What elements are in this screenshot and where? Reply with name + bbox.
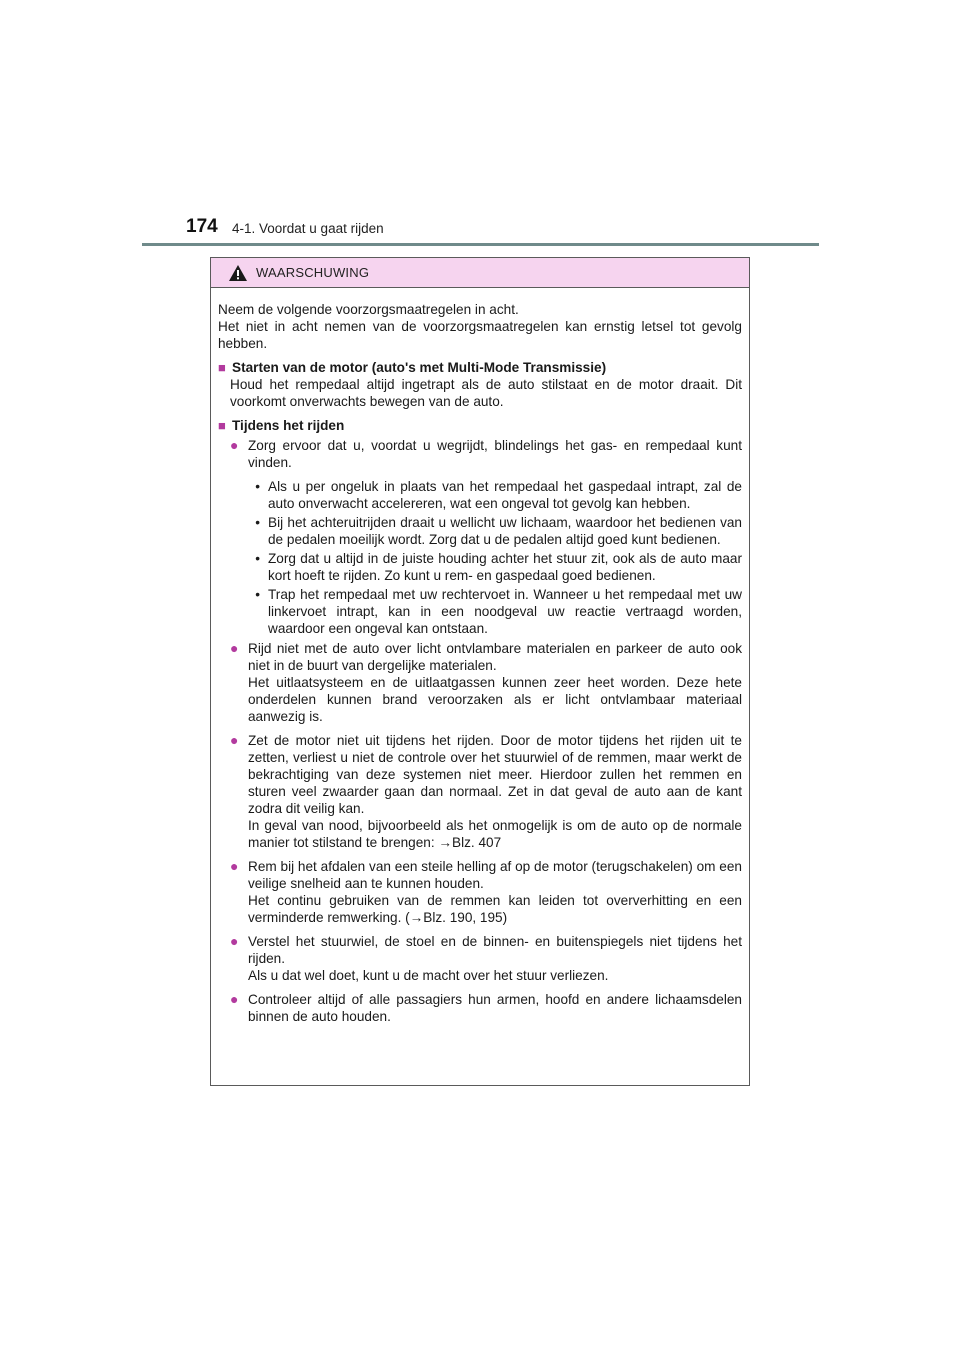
sub-list-item: • Bij het achteruitrijden draait u wellicht uw lichaam, waardoor het bedienen van de pedalen moeilijk wordt. Zorg dat u de pedalen altijd goed kunt bedienen. — [255, 515, 742, 547]
section-heading-start: ■ Starten van de motor (auto's met Multi-Mode Transmissie) — [218, 360, 607, 375]
section-text-start: Houd het rempedaal altijd ingetrapt als de auto stilstaat en de motor draait. Dit voorkomt onverwachts bewegen van de auto. — [230, 377, 742, 409]
list-item: ● Rijd niet met de auto over licht ontvlambare materialen en parkeer de auto ook niet in de buurt van dergelijke materialen. Het uitlaatsysteem en de uitlaatgassen kunnen zeer heet worden. Deze hete onderdelen kunnen brand veroorzaken als er licht ontvlambaar materiaal aanwezig is. — [218, 640, 742, 725]
round-bullet-icon: ● — [230, 933, 239, 949]
bullet-text: Zorg ervoor dat u, voordat u wegrijdt, blindelings het gas- en rempedaal kunt vinden. — [248, 438, 742, 470]
list-item: ● Rem bij het afdalen van een steile helling af op de motor (terugschakelen) om een veilige snelheid aan te kunnen houden. Het continu gebruiken van de remmen kan leiden tot oververhitting en een verminderde remwerking. (→Blz. 190, 195) — [218, 858, 742, 926]
sub-list-item: • Zorg dat u altijd in de juiste houding achter het stuur zit, ook als de auto maar kort hoeft te rijden. Zo kunt u rem- en gaspedaal goed bedienen. — [255, 551, 742, 583]
section-title: 4-1. Voordat u gaat rijden — [232, 221, 384, 236]
round-bullet-icon: ● — [230, 640, 239, 656]
sub-list — [226, 478, 742, 637]
round-bullet-icon: ● — [230, 732, 239, 748]
header-rule — [142, 243, 819, 246]
sub-list-item: • Als u per ongeluk in plaats van het rempedaal het gaspedaal intrapt, zal de auto onverwacht accelereren, wat een ongeval tot gevolg kan hebben. — [255, 479, 742, 511]
square-bullet-icon: ■ — [218, 418, 226, 433]
section-heading-driving: ■ Tijdens het rijden — [218, 418, 345, 433]
warning-body — [211, 288, 749, 1025]
square-bullet-icon: ■ — [218, 360, 226, 375]
list-item: ● Controleer altijd of alle passagiers hun armen, hoofd en andere lichaamsdelen binnen de auto houden. — [218, 991, 742, 1025]
intro-line-1: Neem de volgende voorzorgsmaatregelen in acht. — [218, 302, 519, 317]
list-item: ● Zet de motor niet uit tijdens het rijden. Door de motor tijdens het rijden uit te zetten, verliest u niet de controle over het stuurwiel of de remmen, maar werkt de bekrachtiging van deze systemen niet meer. Hierdoor zullen het remmen en sturen veel zwaarder gaan dan normaal. Zet in dat geval de auto aan de kant zodra dit veilig kan. In geval van nood, bijvoorbeeld als het onmogelijk is om de auto op de normale manier tot stilstand te brengen: →Blz. 407 — [218, 732, 742, 851]
sub-list-item: • Trap het rempedaal met uw rechtervoet in. Wanneer u het rempedaal met uw linkervoet intrapt, kan in een noodgeval uw reactie vertraagd worden, waardoor een ongeval kan ontstaan. — [255, 587, 742, 636]
round-bullet-icon: ● — [230, 437, 239, 453]
page-header — [186, 216, 826, 246]
round-bullet-icon: ● — [230, 991, 239, 1007]
list-item — [218, 437, 742, 639]
intro-line-2: Het niet in acht nemen van de voorzorgsmaatregelen kan ernstig letsel tot gevolg hebben. — [218, 319, 742, 351]
warning-bar — [211, 258, 749, 288]
page-number: 174 — [186, 216, 218, 237]
round-bullet-icon: ● — [230, 858, 239, 874]
list-item: ● Verstel het stuurwiel, de stoel en de binnen- en buitenspiegels niet tijdens het rijden. Als u dat wel doet, kunt u de macht over het stuur verliezen. — [218, 933, 742, 984]
warning-title: WAARSCHUWING — [256, 265, 370, 280]
warning-triangle-icon — [228, 264, 248, 282]
warning-box — [210, 257, 750, 1086]
